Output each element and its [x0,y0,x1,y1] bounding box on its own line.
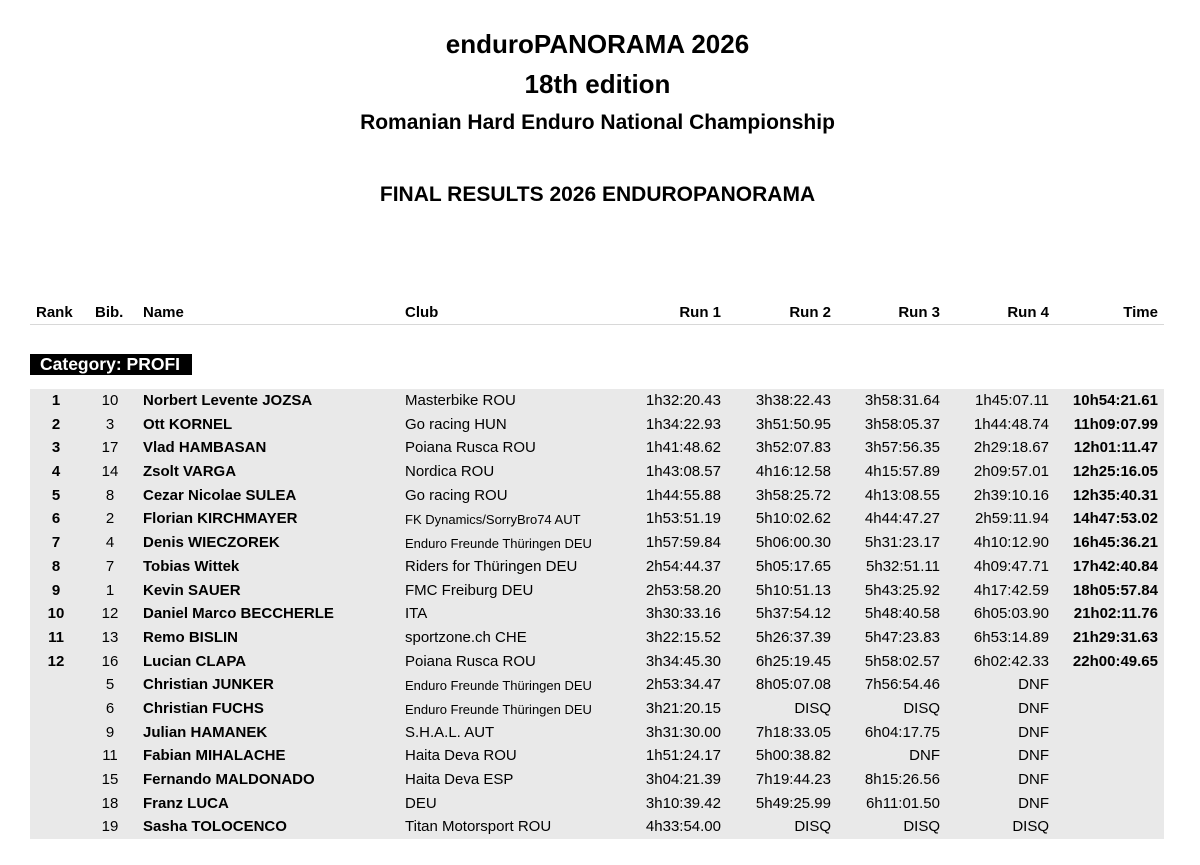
run1-cell: 1h51:24.17 [645,747,721,765]
bib-cell: 11 [102,747,118,765]
run2-cell: 4h16:12.58 [755,463,831,481]
time-cell: 16h45:36.21 [1072,534,1158,552]
run3-cell: 5h48:40.58 [864,605,940,623]
column-header-club: Club [405,304,439,321]
run3-cell: 6h04:17.75 [864,723,940,741]
column-header-run3: Run 3 [898,304,940,321]
column-header-bib: Bib. [95,304,124,321]
run4-cell: 2h29:18.67 [973,439,1049,457]
run3-cell: 3h57:56.35 [864,439,940,457]
bib-cell: 5 [105,676,115,694]
result-row [30,531,1164,555]
run2-cell: 3h38:22.43 [755,392,831,409]
bib-cell: 13 [101,628,119,646]
time-cell: 18h05:57.84 [1072,581,1158,599]
run3-cell: DISQ [903,818,940,836]
category-label: Category: PROFI [30,354,192,375]
name-cell: Sasha TOLOCENCO [143,818,287,836]
rank-cell: 8 [51,557,61,575]
club-cell: Enduro Freunde Thüringen DEU [405,701,592,717]
name-cell: Julian HAMANEK [143,723,268,741]
run1-cell: 2h53:34.47 [645,676,721,694]
club-cell: FMC Freiburg DEU [405,581,534,599]
run3-cell: 5h32:51.11 [866,557,940,575]
run2-cell: DISQ [794,818,831,836]
name-cell: Ott KORNEL [143,415,233,433]
club-cell: sportzone.ch CHE [405,628,527,646]
run4-cell: DISQ [1012,818,1049,836]
run3-cell: 3h58:31.64 [864,392,940,409]
result-row [30,484,1164,508]
edition-label: 18th edition [524,69,671,99]
club-cell: S.H.A.L. AUT [405,723,495,741]
bib-cell: 14 [101,463,119,481]
run3-cell: 4h13:08.55 [864,486,940,504]
rank-cell: 3 [51,439,61,457]
column-header-time: Time [1123,304,1158,321]
run2-cell: 6h25:19.45 [755,652,831,670]
run4-cell: 1h45:07.11 [975,392,1049,409]
run1-cell: 3h22:15.52 [645,628,721,646]
run3-cell: 7h56:54.46 [864,676,940,694]
event-title: enduroPANORAMA 2026 [445,29,750,59]
result-row [30,815,1164,839]
run2-cell: 3h51:50.95 [755,415,831,433]
result-row [30,436,1164,460]
bib-cell: 2 [105,510,115,528]
bib-cell: 1 [105,581,115,599]
bib-cell: 10 [101,392,119,409]
name-cell: Zsolt VARGA [143,463,237,481]
bib-cell: 3 [105,415,115,433]
result-row [30,650,1164,674]
rank-cell: 2 [51,415,61,433]
run2-cell: 7h19:44.23 [755,771,831,788]
club-cell: Riders for Thüringen DEU [405,557,578,575]
run2-cell: 5h00:38.82 [755,747,831,765]
column-header-run4: Run 4 [1007,304,1049,321]
run4-cell: 6h05:03.90 [973,605,1049,623]
run1-cell: 3h30:33.16 [645,605,721,623]
run1-cell: 1h32:20.43 [645,392,721,409]
run1-cell: 1h53:51.19 [645,510,721,528]
bib-cell: 19 [101,818,119,836]
run4-cell: 2h39:10.16 [973,486,1049,504]
name-cell: Fabian MIHALACHE [143,747,286,765]
column-header-run2: Run 2 [789,304,831,321]
run1-cell: 3h10:39.42 [645,794,721,812]
name-cell: Fernando MALDONADO [143,771,315,788]
bib-cell: 9 [105,723,115,741]
rank-cell: 12 [47,652,65,670]
run4-cell: 4h10:12.90 [973,534,1049,552]
club-cell: Enduro Freunde Thüringen DEU [405,678,592,694]
result-row [30,579,1164,603]
run4-cell: 4h09:47.71 [973,557,1049,575]
column-header-name: Name [143,304,184,321]
bib-cell: 8 [105,486,115,504]
name-cell: Norbert Levente JOZSA [143,392,313,409]
result-row [30,413,1164,437]
run3-cell: 3h58:05.37 [864,415,940,433]
run1-cell: 3h04:21.39 [645,771,721,788]
bib-cell: 16 [101,652,119,670]
result-row [30,721,1164,745]
championship-subtitle: Romanian Hard Enduro National Championship [360,111,835,134]
result-row [30,744,1164,768]
club-cell: Enduro Freunde Thüringen DEU [405,536,592,552]
run4-cell: 1h44:48.74 [973,415,1049,433]
run3-cell: 5h58:02.57 [864,652,940,670]
run3-cell: 5h31:23.17 [864,534,940,552]
result-row [30,673,1164,697]
run4-cell: DNF [1018,771,1049,788]
run2-cell: 5h49:25.99 [755,794,831,812]
time-cell: 14h47:53.02 [1072,510,1158,528]
bib-cell: 4 [105,534,115,552]
run4-cell: 2h09:57.01 [973,463,1049,481]
club-cell: Haita Deva ESP [405,771,514,788]
time-cell: 11h09:07.99 [1073,415,1158,433]
rank-cell: 5 [51,486,61,504]
run4-cell: DNF [1018,794,1049,812]
run4-cell: DNF [1018,747,1049,765]
run3-cell: 8h15:26.56 [864,771,940,788]
header-divider [30,324,1164,325]
run2-cell: 7h18:33.05 [755,723,831,741]
rank-cell: 11 [48,628,64,646]
result-row [30,768,1164,792]
run2-cell: 3h52:07.83 [755,439,831,457]
name-cell: Denis WIECZOREK [143,534,280,552]
run1-cell: 3h34:45.30 [645,652,721,670]
run1-cell: 1h44:55.88 [645,486,721,504]
run1-cell: 1h34:22.93 [645,415,721,433]
rank-cell: 1 [51,392,61,409]
name-cell: Franz LUCA [143,794,229,812]
result-row [30,792,1164,816]
name-cell: Remo BISLIN [143,628,239,646]
run4-cell: 4h17:42.59 [973,581,1049,599]
run1-cell: 3h21:20.15 [645,699,721,717]
run2-cell: 3h58:25.72 [755,486,831,504]
result-row [30,626,1164,650]
bib-cell: 17 [101,439,119,457]
club-cell: Nordica ROU [405,463,495,481]
results-title: FINAL RESULTS 2026 ENDUROPANORAMA [379,183,816,206]
rank-cell: 10 [47,605,65,623]
run1-cell: 4h33:54.00 [645,818,721,836]
run4-cell: DNF [1018,699,1049,717]
run4-cell: DNF [1018,723,1049,741]
run2-cell: 5h05:17.65 [755,557,831,575]
run2-cell: 5h06:00.30 [755,534,831,552]
result-row [30,389,1164,413]
run3-cell: 4h44:47.27 [864,510,940,528]
bib-cell: 15 [101,771,119,788]
bib-cell: 12 [101,605,119,623]
rank-cell: 4 [51,463,61,481]
run1-cell: 1h57:59.84 [645,534,721,552]
run4-cell: DNF [1018,676,1049,694]
results-table [30,389,1164,839]
run1-cell: 1h41:48.62 [645,439,721,457]
club-cell: DEU [405,794,437,812]
run2-cell: 5h37:54.12 [755,605,831,623]
run3-cell: DISQ [903,699,940,717]
run3-cell: 5h43:25.92 [864,581,940,599]
club-cell: Poiana Rusca ROU [405,439,536,457]
rank-cell: 6 [51,510,61,528]
result-row [30,602,1164,626]
result-row [30,555,1164,579]
club-cell: Masterbike ROU [405,392,516,409]
run4-cell: 6h53:14.89 [973,628,1049,646]
result-row [30,460,1164,484]
club-cell: Poiana Rusca ROU [405,652,536,670]
column-header-run1: Run 1 [679,304,721,321]
time-cell: 22h00:49.65 [1072,652,1158,670]
name-cell: Florian KIRCHMAYER [143,510,298,528]
club-cell: FK Dynamics/SorryBro74 AUT [405,512,581,528]
run3-cell: 5h47:23.83 [864,628,940,646]
bib-cell: 7 [105,557,115,575]
rank-cell: 9 [51,581,61,599]
run3-cell: DNF [909,747,940,765]
bib-cell: 18 [101,794,119,812]
result-row [30,507,1164,531]
time-cell: 12h35:40.31 [1072,486,1158,504]
run3-cell: 6h11:01.50 [866,794,940,812]
column-header-rank: Rank [36,304,73,321]
name-cell: Christian JUNKER [143,676,274,694]
run2-cell: 8h05:07.08 [755,676,831,694]
run2-cell: 5h10:02.62 [755,510,831,528]
club-cell: Titan Motorsport ROU [405,818,552,836]
run2-cell: 5h26:37.39 [755,628,831,646]
time-cell: 17h42:40.84 [1072,557,1158,575]
run1-cell: 1h43:08.57 [645,463,721,481]
name-cell: Tobias Wittek [143,557,240,575]
club-cell: ITA [405,605,428,623]
name-cell: Daniel Marco BECCHERLE [143,605,334,623]
name-cell: Vlad HAMBASAN [143,439,267,457]
run4-cell: 2h59:11.94 [975,510,1049,528]
run1-cell: 3h31:30.00 [645,723,721,741]
bib-cell: 6 [105,699,115,717]
run2-cell: DISQ [794,699,831,717]
club-cell: Go racing HUN [405,415,507,433]
run1-cell: 2h54:44.37 [645,557,721,575]
run4-cell: 6h02:42.33 [973,652,1049,670]
rank-cell: 7 [51,534,61,552]
name-cell: Lucian CLAPA [143,652,247,670]
run2-cell: 5h10:51.13 [755,581,831,599]
club-cell: Haita Deva ROU [405,747,517,765]
result-row [30,697,1164,721]
time-cell: 12h25:16.05 [1072,463,1158,481]
club-cell: Go racing ROU [405,486,508,504]
name-cell: Kevin SAUER [143,581,241,599]
run3-cell: 4h15:57.89 [864,463,940,481]
run1-cell: 2h53:58.20 [645,581,721,599]
name-cell: Cezar Nicolae SULEA [143,486,297,504]
time-cell: 10h54:21.61 [1072,392,1158,409]
name-cell: Christian FUCHS [143,699,264,717]
time-cell: 12h01:11.47 [1073,439,1158,457]
time-cell: 21h02:11.76 [1073,605,1158,623]
time-cell: 21h29:31.63 [1072,628,1158,646]
